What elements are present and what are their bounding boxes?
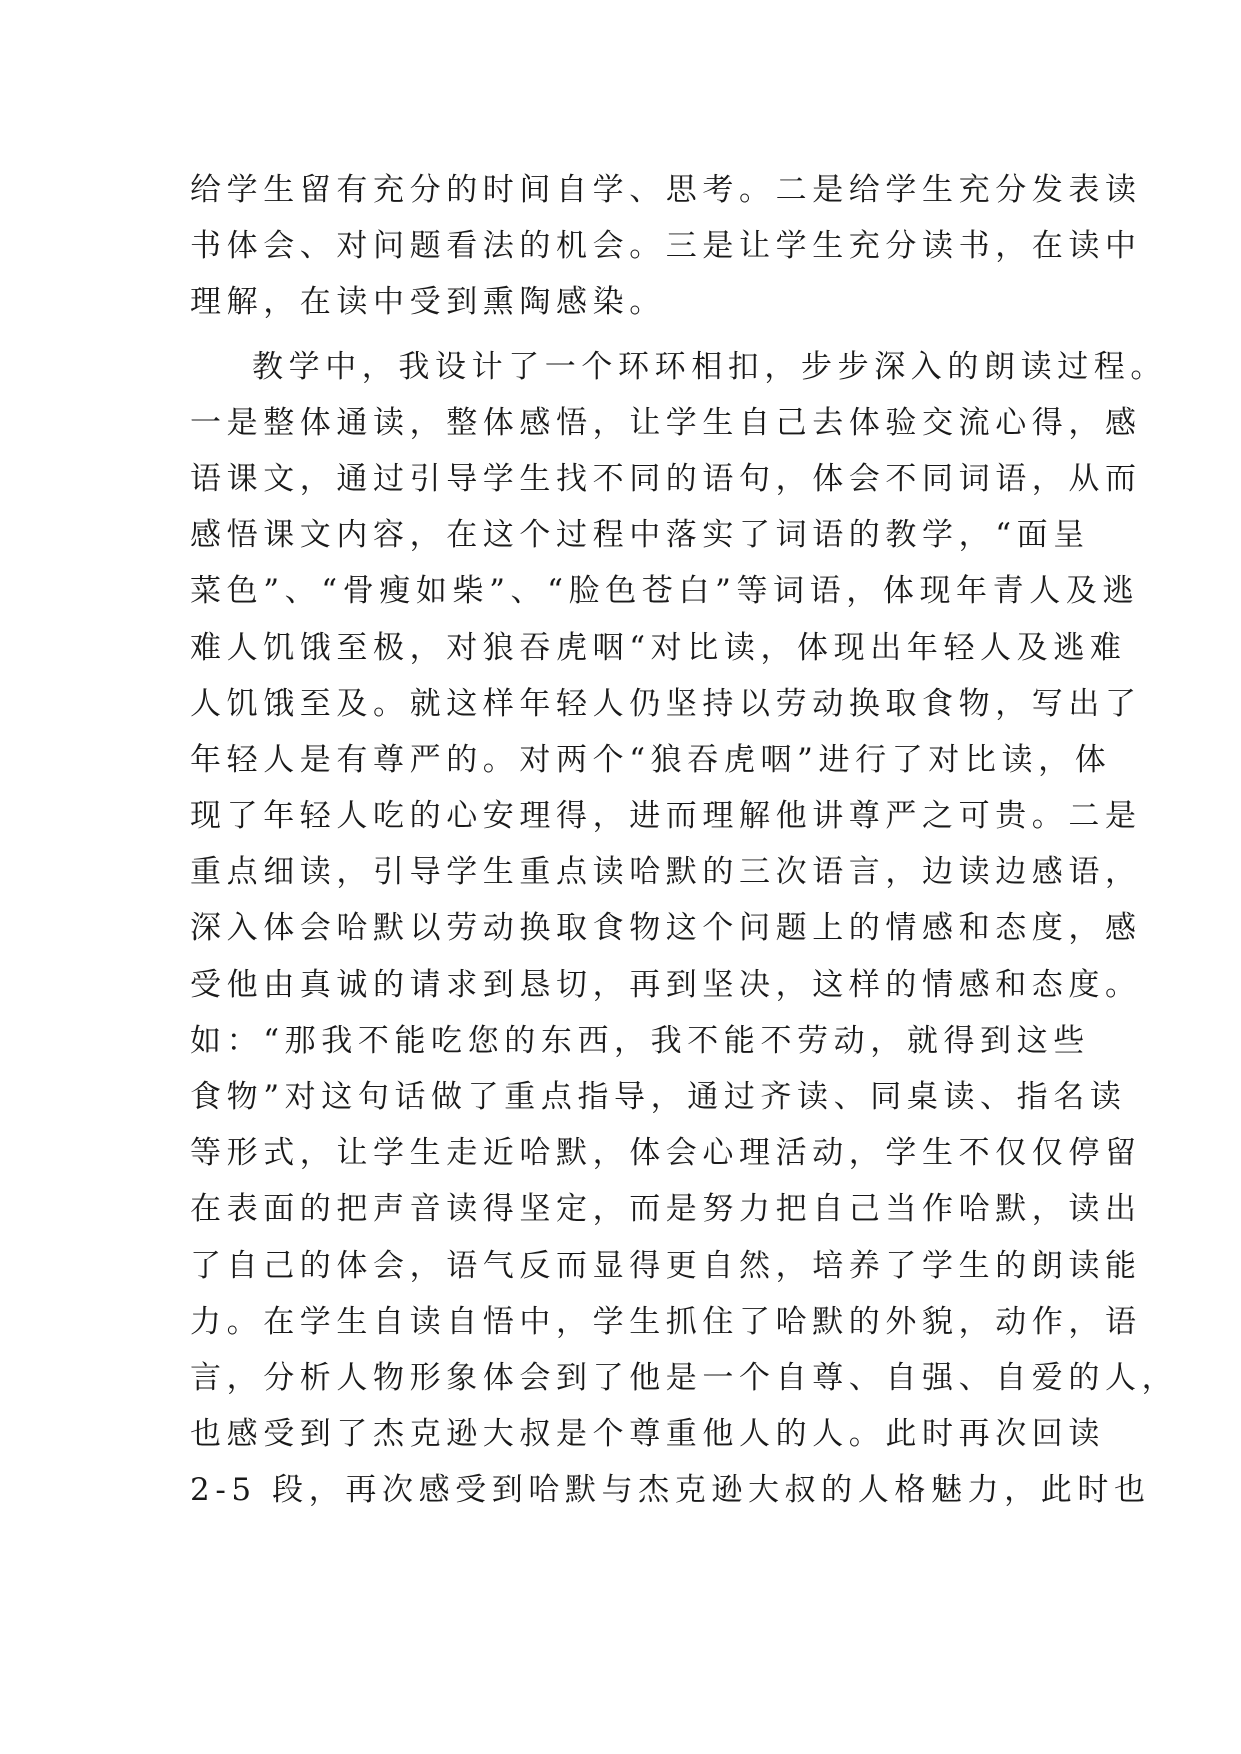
text-line: 难人饥饿至极，对狼吞虎咽“对比读，体现出年轻人及逃难 bbox=[190, 629, 1127, 666]
paragraph-2 bbox=[190, 339, 1179, 1519]
paragraph-1 bbox=[190, 162, 1142, 331]
text-line: 在表面的把声音读得坚定，而是努力把自己当作哈默，读出 bbox=[190, 1191, 1142, 1228]
text-line: 书体会、对问题看法的机会。三是让学生充分读书，在读中 bbox=[190, 228, 1142, 265]
text-line: 菜色”、“骨瘦如柴”、“脸色苍白”等词语，体现年青人及逃 bbox=[190, 573, 1140, 610]
text-line: 了自己的体会，语气反而显得更自然，培养了学生的朗读能 bbox=[190, 1247, 1142, 1284]
text-line: 2-5 段，再次感受到哈默与杰克逊大叔的人格魅力，此时也 bbox=[190, 1472, 1151, 1509]
text-line: 深入体会哈默以劳动换取食物这个问题上的情感和态度，感 bbox=[190, 910, 1142, 947]
text-line: 也感受到了杰克逊大叔是个尊重他人的人。此时再次回读 bbox=[190, 1416, 1105, 1453]
text-line: 人饥饿至及。就这样年轻人仍坚持以劳动换取食物，写出了 bbox=[190, 685, 1142, 722]
text-line: 等形式，让学生走近哈默，体会心理活动，学生不仅仅停留 bbox=[190, 1135, 1142, 1172]
text-line: 食物”对这句话做了重点指导，通过齐读、同桌读、指名读 bbox=[190, 1079, 1127, 1115]
text-line: 力。在学生自读自悟中，学生抓住了哈默的外貌，动作，语 bbox=[190, 1303, 1142, 1340]
text-line: 言，分析人物形象体会到了他是一个自尊、自强、自爱的人， bbox=[190, 1359, 1179, 1396]
text-line: 现了年轻人吃的心安理得，进而理解他讲尊严之可贵。二是 bbox=[190, 798, 1142, 835]
text-line: 如：“那我不能吃您的东西，我不能不劳动，就得到这些 bbox=[190, 1022, 1090, 1059]
text-line: 重点细读，引导学生重点读哈默的三次语言，边读边感语， bbox=[190, 854, 1142, 891]
text-line: 年轻人是有尊严的。对两个“狼吞虎咽”进行了对比读，体 bbox=[190, 741, 1112, 778]
text-line: 语课文，通过引导学生找不同的语句，体会不同词语，从而 bbox=[190, 460, 1142, 497]
text-line: 一是整体通读，整体感悟，让学生自己去体验交流心得，感 bbox=[190, 404, 1142, 441]
text-line: 受他由真诚的请求到恳切，再到坚决，这样的情感和态度。 bbox=[190, 966, 1142, 1003]
document-body bbox=[190, 162, 1179, 1519]
text-line: 给学生留有充分的时间自学、思考。二是给学生充分发表读 bbox=[190, 172, 1142, 208]
paragraph-spacing bbox=[190, 331, 1054, 339]
text-line: 理解，在读中受到熏陶感染。 bbox=[190, 284, 666, 321]
text-line: 感悟课文内容，在这个过程中落实了词语的教学，“面呈 bbox=[190, 517, 1090, 554]
text-line: 教学中，我设计了一个环环相扣，步步深入的朗读过程。 bbox=[252, 348, 1167, 385]
